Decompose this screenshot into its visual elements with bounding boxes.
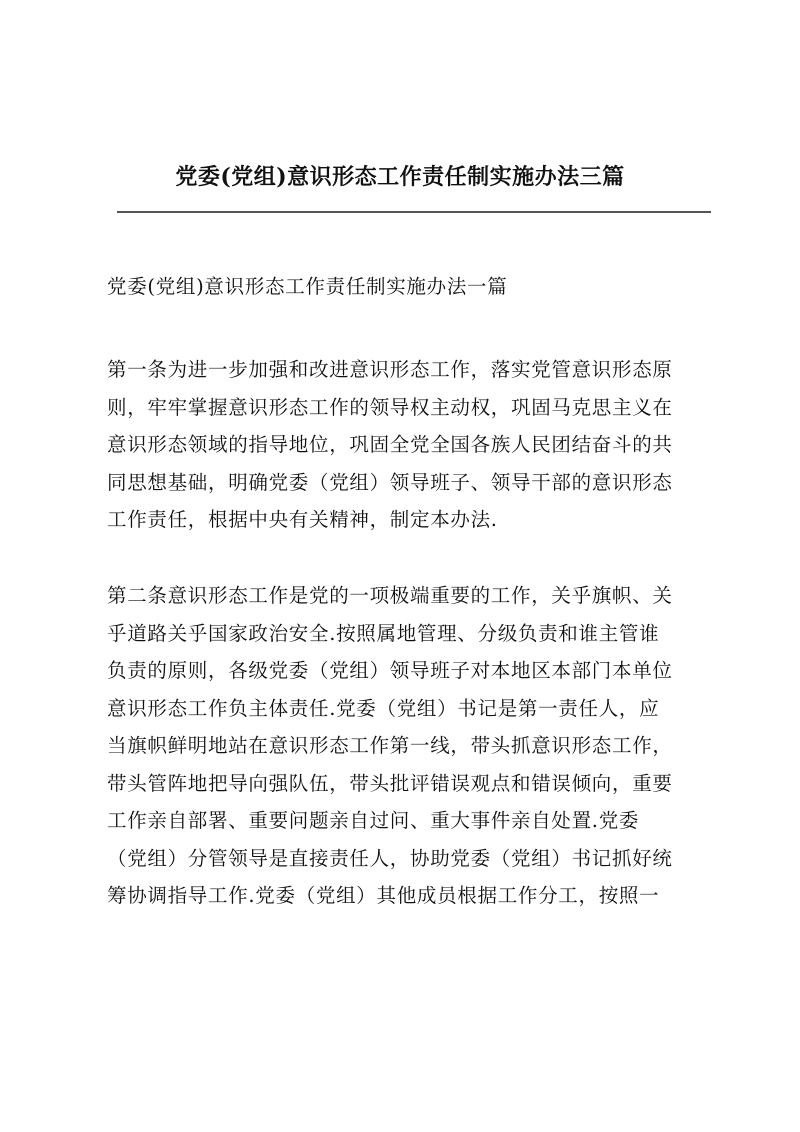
paragraph-line: 筹协调指导工作.党委（党组）其他成员根据工作分工，按照一 — [107, 884, 660, 907]
paragraph-line: 工作责任，根据中央有关精神，制定本办法. — [107, 508, 498, 531]
paragraph-article-1 — [107, 351, 713, 539]
paragraph-line: 同思想基础，明确党委（党组）领导班子、领导干部的意识形态 — [107, 470, 673, 494]
paragraph-line: （党组）分管领导是直接责任人，协助党委（党组）书记抓好统 — [107, 846, 673, 870]
paragraph-line: 则，牢牢掌握意识形态工作的领导权主动权，巩固马克思主义在 — [107, 395, 673, 419]
paragraph-article-2 — [107, 577, 713, 915]
title-divider — [117, 211, 711, 213]
paragraph-line: 负责的原则，各级党委（党组）领导班子对本地区本部门本单位 — [107, 659, 673, 682]
paragraph-line: 工作亲自部署、重要问题亲自过问、重大事件亲自处置.党委 — [107, 809, 640, 832]
paragraph-line: 意识形态工作负主体责任.党委（党组）书记是第一责任人，应 — [107, 696, 660, 720]
paragraph-line: 带头管阵地把导向强队伍，带头批评错误观点和错误倾向，重要 — [107, 771, 673, 795]
paragraph-line: 当旗帜鲜明地站在意识形态工作第一线，带头抓意识形态工作， — [107, 734, 673, 757]
paragraph-line: 乎道路关乎国家政治安全.按照属地管理、分级负责和谁主管谁 — [107, 621, 660, 645]
section-subtitle: 党委(党组)意识形态工作责任制实施办法一篇 — [107, 275, 508, 298]
paragraph-line: 第一条为进一步加强和改进意识形态工作，落实党管意识形态原 — [107, 358, 673, 381]
paragraph-line: 第二条意识形态工作是党的一项极端重要的工作，关乎旗帜、关 — [107, 584, 673, 607]
paragraph-line: 意识形态领域的指导地位，巩固全党全国各族人民团结奋斗的共 — [107, 433, 673, 456]
document-title: 党委(党组)意识形态工作责任制实施办法三篇 — [175, 164, 625, 190]
